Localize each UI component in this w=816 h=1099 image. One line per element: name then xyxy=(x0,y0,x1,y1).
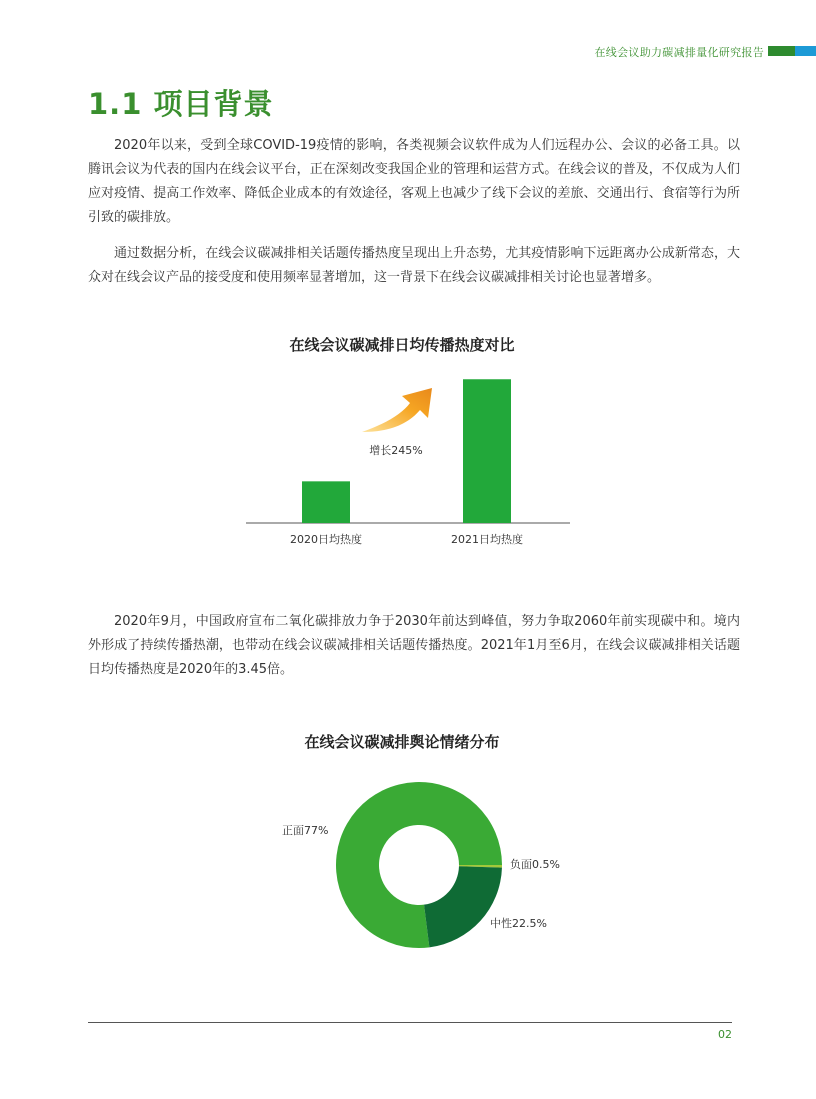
donut-chart-title: 在线会议碳减排舆论情绪分布 xyxy=(304,733,500,751)
pie-label-neutral: 中性22.5% xyxy=(490,917,547,930)
pie-label-negative: 负面0.5% xyxy=(510,858,560,871)
paragraph-carbon-policy: 2020年9月，中国政府宣布二氧化碳排放力争于2030年前达到峰值，努力争取2060年前实现碳中和。境内外形成了持续传播热潮，也带动在线会议碳减排相关话题传播热度。2021年1月至6月，在线会议碳减排相关话题日均传播热度是2020年的3.45倍。 xyxy=(88,614,740,677)
paragraph-background: 2020年以来，受到全球COVID-19疫情的影响，各类视频会议软件成为人们远程办公、会议的必备工具。以腾讯会议为代表的国内在线会议平台，正在深刻改变我国企业的管理和运营方式。在线会议的普及，不仅成为人们应对疫情、提高工作效率、降低企业成本的有效途径，客观上也减少了线下会议的差旅、交通出行、食宿等行为所引致的碳排放。 xyxy=(88,138,740,225)
section-title: 1.1 项目背景 xyxy=(88,87,274,121)
footer-divider xyxy=(88,1022,732,1023)
bar-category-label-2020: 2020日均热度 xyxy=(290,533,362,546)
page-number: 02 xyxy=(718,1028,732,1041)
pie-label-positive: 正面77% xyxy=(282,824,329,837)
donut-slice-neutral xyxy=(424,866,502,947)
report-header-title: 在线会议助力碳减排量化研究报告 xyxy=(594,46,764,59)
growth-annotation: 增长245% xyxy=(369,444,423,457)
bar-category-label-2021: 2021日均热度 xyxy=(451,533,523,546)
bar-chart-title: 在线会议碳减排日均传播热度对比 xyxy=(289,336,515,354)
paragraph-data-analysis: 通过数据分析，在线会议碳减排相关话题传播热度呈现出上升态势，尤其疫情影响下远距离办公成新常态，大众对在线会议产品的接受度和使用频率显著增加，这一背景下在线会议碳减排相关讨论也显著增多。 xyxy=(88,246,740,285)
